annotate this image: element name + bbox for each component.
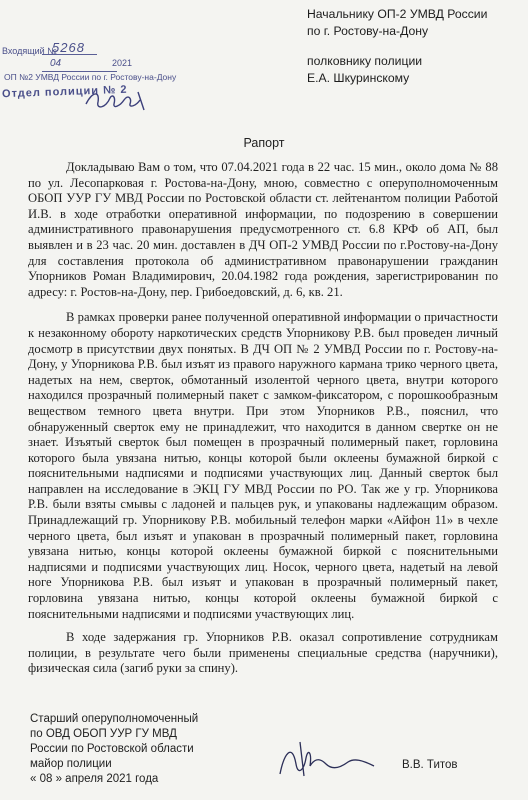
addressee-line: Начальнику ОП-2 УМВД России — [307, 7, 488, 21]
document-title: Рапорт — [243, 136, 285, 150]
stamp-otdel: Отдел полиции № 2 — [1, 83, 128, 101]
stamp-year: 2021 — [112, 58, 133, 68]
stamp-dept: ОП №2 УМВД России по г. Ростову-на-Дону — [4, 72, 177, 82]
signature-date: « 08 » апреля 2021 года — [30, 773, 159, 785]
addressee-block — [307, 6, 487, 86]
addressee-line: полковнику полиции — [307, 54, 423, 68]
stamp-reg-number: 5268 — [52, 40, 85, 55]
addressee-line: по г. Ростову-на-Дону — [307, 23, 429, 38]
document-body — [28, 160, 498, 678]
body-paragraph: В рамках проверки ранее полученной оперативной информации о причастности к незаконному обороту наркотических средств Упорникову Р.В. был проведен личный досмотр в присутствии двух понятых. В ДЧ ОП № 2 УМВД России по г. Ростову-на-Дону, у Упорникова Р.В. был изъят из правого наружного кармана трико черного цвета, надетых на нем, сверток, обмотанный изолентой черного цвета, внутри которого находился прозрачный полимерный пакет с замком-фиксатором, с порошкообразным веществом темного цвета внутри. При этом Упорников Р.В., пояснил, что обнаруженный сверток ему не принадлежит, что находится в данном свертке он не знает. Изъятый сверток был помещен в прозрачный полимерный пакет, горловина которого была увязана нитью, концы которой были оклеены бумажной биркой с пояснительными надписями и подписями участвующих лиц. Данный сверток был направлен на исследование в ЭКЦ ГУ МВД России по РО. Так же у гр. Упорникова Р.В. были взяты смывы с ладоней и пальцев рук, и упакованы надлежащим образом. Принадлежащий гр. Упорникову Р.В. мобильный телефон марки «Айфон 11» в чехле черного цвета, был изъят и упакован в прозрачный полимерный пакет, горловина увязана нитью, концы которой оклеены бумажной биркой с пояснительными надписями и подписями участвующих лиц. Носок, черного цвета, надетый на левой ноге Упорникова Р.В. был изъят и упакован в прозрачный полимерный пакет, горловина увязана нитью, концы которой оклеены бумажной биркой с пояснительными надписями и подписями участвующих лиц. — [28, 310, 498, 621]
signature-line: России по Ростовской области — [30, 743, 194, 755]
signature-line: Старший оперуполномоченный — [30, 713, 199, 725]
registration-stamp — [1, 40, 177, 120]
signature-block — [30, 712, 198, 787]
stamp-day: 04 — [50, 58, 62, 69]
addressee-line: Е.А. Шкуринскому — [307, 70, 410, 85]
handwritten-signature-icon — [270, 734, 380, 784]
stamp-reg-label: Входящий № — [2, 46, 57, 56]
body-paragraph: В ходе задержания гр. Упорников Р.В. оказал сопротивление сотрудникам полиции, в результате чего были применены специальные средства (наручники), физическая сила (загиб руки за спину). — [28, 630, 498, 676]
signature-line: майор полиции — [30, 758, 112, 770]
stamp-signature-icon — [82, 82, 152, 116]
body-paragraph: Докладываю Вам о том, что 07.04.2021 года в 22 час. 15 мин., около дома № 88 по ул. Лесопарковая г. Ростова-на-Дону, мною, совместно с оперуполномоченным ОБОП УУР ГУ МВД России по Ростовской области ст. лейтенантом полиции Работой И.В. в ходе отработки оперативной информации, по подозрению в совершении административного правонарушения предусмотренного ст. 6.8 КРФ об АП, был выявлен и в 23 час. 20 мин. доставлен в ДЧ ОП-2 УМВД России по г.Ростову-на-Дону для составления протокола об административном правонарушении гражданин Упорников Роман Владимирович, 20.04.1982 года рождения, зарегистрированин по адресу: г. Ростов-на-Дону, пер. Грибоедовский, д. 6, кв. 21. — [28, 160, 498, 299]
signatory-name: В.В. Титов — [402, 759, 458, 771]
signature-line: по ОВД ОБОП УУР ГУ МВД — [30, 728, 177, 740]
